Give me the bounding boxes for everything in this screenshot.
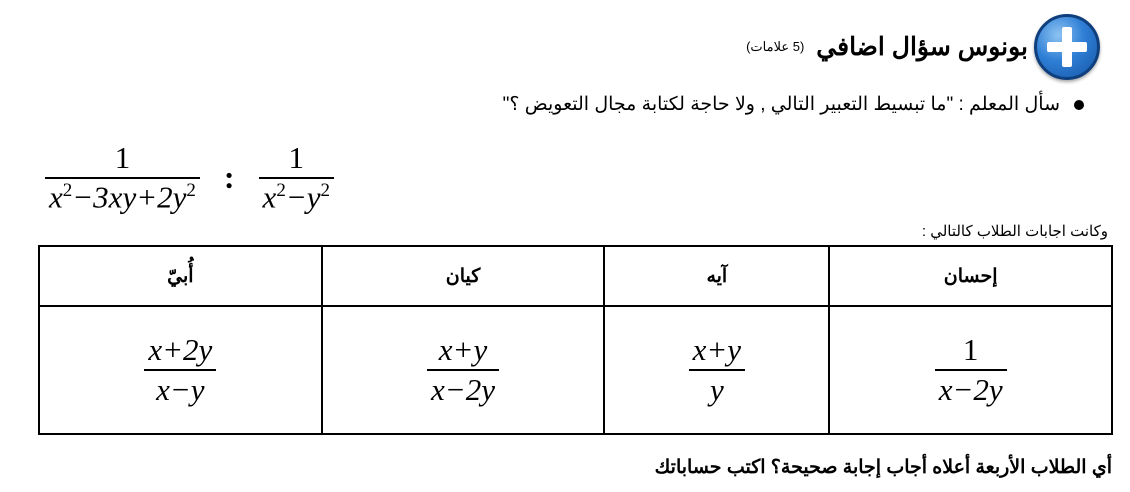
fraction-bar <box>144 369 216 371</box>
marks-label: (5 علامات) <box>746 39 805 54</box>
final-question: أي الطلاب الأربعة أعلاه أجاب إجابة صحيحة؟ اكتب حساباتك <box>654 457 1112 478</box>
header-aya: آيه <box>604 246 829 306</box>
left-denominator: $x^2-3xy+2y^2$ <box>49 178 196 214</box>
left-numerator: 1 <box>114 140 131 175</box>
answer-ubay <box>39 306 322 434</box>
header-kayan: كيان <box>322 246 605 306</box>
table-row <box>39 306 1112 434</box>
division-operator: : <box>223 159 235 196</box>
answer-ihsan <box>829 306 1112 434</box>
answer-numerator: 1 <box>962 331 979 367</box>
bullet-icon <box>1074 100 1084 110</box>
fraction-bar <box>689 369 745 371</box>
right-fraction <box>259 142 334 213</box>
right-numerator: 1 <box>288 140 305 175</box>
header-ihsan: إحسان <box>829 246 1112 306</box>
answer-denominator: y <box>709 372 724 407</box>
left-fraction <box>45 142 200 213</box>
answer-fraction <box>144 333 216 407</box>
answer-denominator: x−y <box>156 372 205 407</box>
bonus-title: بونوس سؤال اضافي <box>816 33 1028 61</box>
fraction-bar <box>427 369 499 371</box>
fraction-bar <box>935 369 1007 371</box>
table-header-row <box>39 246 1112 306</box>
answers-table <box>38 245 1113 435</box>
answer-numerator: x+y <box>438 331 488 367</box>
answer-kayan <box>322 306 605 434</box>
answer-denominator: x−2y <box>431 372 495 407</box>
answer-fraction <box>935 333 1007 407</box>
answer-numerator: x+2y <box>148 331 213 367</box>
answers-intro: وكانت اجابات الطلاب كالتالي : <box>921 223 1108 240</box>
answer-fraction <box>689 333 745 407</box>
header-ubay: أُبيّ <box>39 246 322 306</box>
main-expression <box>45 142 334 213</box>
answer-aya <box>604 306 829 434</box>
answer-numerator: x+y <box>692 331 742 367</box>
answer-denominator: x−2y <box>938 372 1003 407</box>
plus-circle-icon <box>1034 14 1100 80</box>
bonus-header <box>746 14 1100 80</box>
answer-fraction <box>427 333 499 407</box>
right-denominator: $x^2-y^2$ <box>262 178 330 214</box>
question-text: سأل المعلم : "ما تبسيط التعبير التالي , ولا حاجة لكتابة مجال التعويض ؟" <box>502 94 1060 115</box>
teacher-question <box>503 93 1084 116</box>
